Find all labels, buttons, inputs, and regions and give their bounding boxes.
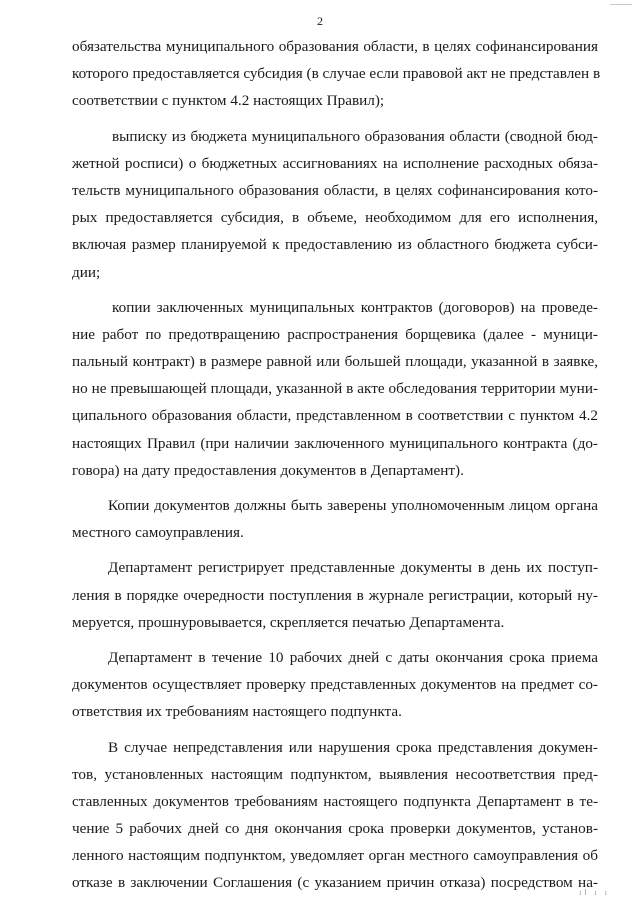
text-line: настоящих Правил (при наличии заключенного муниципального контракта (до-	[72, 434, 598, 452]
text-line: говора) на дату предоставления документов в Департамент).	[72, 461, 464, 479]
document-text	[72, 33, 601, 897]
text-line: Департамент в течение 10 рабочих дней с даты окончания срока приема	[108, 648, 598, 666]
text-line: ответствия их требованиям настоящего подпункта.	[72, 703, 402, 721]
text-line: тов, установленных настоящим подпунктом, выявления несоответствия пред-	[72, 765, 598, 783]
text-line: ления в порядке очередности поступления в журнале регистрации, который ну-	[72, 586, 598, 604]
page-number: 2	[317, 14, 323, 28]
text-line: дии;	[72, 263, 101, 281]
paragraph-refusal	[72, 734, 598, 897]
text-line: В случае непредставления или нарушения срока представления докумен-	[108, 738, 598, 756]
text-line: которого предоставляется субсидия (в случае если правовой акт не представлен в	[72, 65, 601, 83]
text-line: выписку из бюджета муниципального образования области (сводной бюд-	[112, 127, 598, 145]
paragraph-registration	[72, 554, 598, 636]
text-line: жетной росписи) о бюджетных ассигнованиях на исполнение расходных обяза-	[72, 154, 598, 172]
text-line: Департамент регистрирует представленные документы в день их поступ-	[108, 559, 598, 577]
text-line: рых предоставляется субсидия, в объеме, необходимом для его исполнения,	[72, 209, 598, 227]
text-line: Копии документов должны быть заверены уполномоченным лицом органа	[108, 497, 598, 514]
text-line: ципального образования области, представленном в соответствии с пунктом 4.2	[72, 407, 598, 425]
text-line: ленного настоящим подпунктом, уведомляет орган местного самоуправления об	[72, 847, 598, 865]
text-line: соответствии с пунктом 4.2 настоящих Правил);	[72, 92, 385, 110]
text-line: ставленных документов требованиям настоящего подпункта Департамент в те-	[72, 792, 598, 810]
paragraph-certification	[72, 492, 598, 546]
text-line: обязательства муниципального образования области, в целях софинансирования	[72, 38, 598, 55]
text-line: тельств муниципального образования области, в целях софинансирования кото-	[72, 181, 598, 199]
text-line: но не превышающей площади, указанной в акте обследования территории муни-	[72, 380, 598, 398]
text-line: меруется, прошнуровывается, скрепляется печатью Департамента.	[72, 613, 505, 631]
paragraph-obligation	[72, 33, 601, 115]
text-line: пальный контракт) в размере равной или большей площади, указанной в заявке,	[72, 353, 598, 371]
text-line: документов осуществляет проверку представленных документов на предмет со-	[72, 676, 598, 694]
text-line: отказе в заключении Соглашения (с указанием причин отказа) посредством на-	[72, 874, 598, 892]
text-line: ние работ по предотвращению распространения борщевика (далее - муници-	[72, 325, 598, 343]
paragraph-contract-copies	[72, 294, 598, 484]
scan-corner-mark	[610, 0, 632, 5]
footer-scan-mark: ıl ı ı	[579, 888, 610, 897]
text-line: копии заключенных муниципальных контрактов (договоров) на проведе-	[112, 298, 598, 316]
text-line: местного самоуправления.	[72, 524, 244, 542]
text-line: чение 5 рабочих дней со дня окончания срока проверки документов, установ-	[72, 820, 598, 838]
paragraph-verification	[72, 644, 598, 726]
text-line: включая размер планируемой к предоставлению из областного бюджета субси-	[72, 236, 598, 254]
paragraph-budget-extract	[72, 123, 598, 286]
